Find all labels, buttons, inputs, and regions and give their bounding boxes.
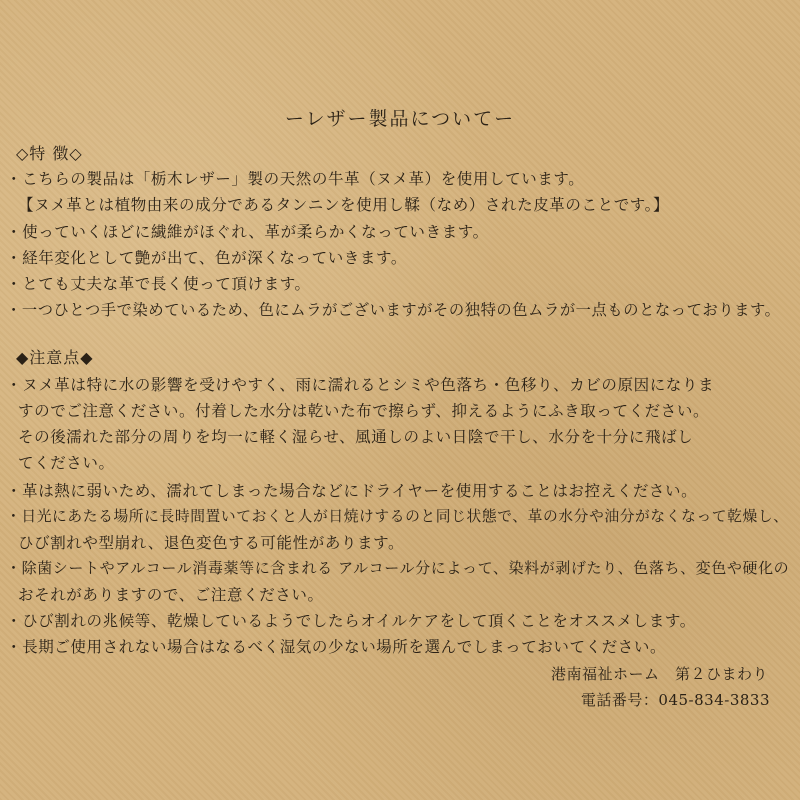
features-line-4: ・経年変化として艶が出て、色が深くなっていきます。 (6, 249, 407, 267)
cautions-line-8: ・除菌シートやアルコール消毒薬等に含まれる アルコール分によって、染料が剥げたり、色落ち、変色や硬化の (6, 559, 790, 577)
features-line-5: ・とても丈夫な革で長く使って頂けます。 (6, 275, 311, 293)
cautions-line-2: すのでご注意ください。付着した水分は乾いた布で擦らず、抑えるようにふき取ってください。 (18, 402, 710, 420)
features-line-1: ・こちらの製品は「栃木レザー」製の天然の牛革（ヌメ革）を使用しています。 (6, 170, 585, 188)
features-line-2: 【ヌメ革とは植物由来の成分であるタンニンを使用し鞣（なめ）された皮革のことです。】 (18, 196, 670, 214)
cautions-line-10: ・ひび割れの兆候等、乾燥しているようでしたらオイルケアをして頂くことをオススメします。 (6, 612, 696, 630)
cautions-line-1: ・ヌメ革は特に水の影響を受けやすく、雨に濡れるとシミや色落ち・色移り、カビの原因になりま (6, 376, 715, 394)
features-line-6: ・一つひとつ手で染めているため、色にムラがございますがその独特の色ムラが一点ものとなっております。 (6, 301, 781, 319)
cautions-line-4: てください。 (18, 454, 115, 472)
phone-number: 電話番号：045-834-3833 (580, 691, 770, 709)
cautions-line-5: ・革は熱に弱いため、濡れてしまった場合などにドライヤーを使用することはお控えください。 (6, 482, 698, 500)
cautions-line-3: その後濡れた部分の周りを均一に軽く湿らせ、風通しのよい日陰で干し、水分を十分に飛ばし (18, 428, 694, 446)
features-heading: ◇特 徴◇ (16, 144, 83, 163)
organization-name: 港南福祉ホーム 第２ひまわり (550, 665, 768, 683)
cautions-line-9: おそれがありますので、ご注意ください。 (18, 586, 324, 604)
page-title: ーレザー製品についてー (284, 108, 516, 130)
cautions-line-7: ひび割れや型崩れ、退色変色する可能性があります。 (18, 534, 405, 552)
features-line-3: ・使っていくほどに繊維がほぐれ、革が柔らかくなっていきます。 (6, 223, 489, 241)
cautions-line-6: ・日光にあたる場所に長時間置いておくと人が日焼けするのと同じ状態で、革の水分や油分がなくなって乾燥し、 (6, 508, 789, 525)
cautions-line-11: ・長期ご使用されない場合はなるべく湿気の少ない場所を選んでしまっておいてください。 (6, 638, 667, 656)
cautions-heading: ◆注意点◆ (16, 348, 94, 367)
